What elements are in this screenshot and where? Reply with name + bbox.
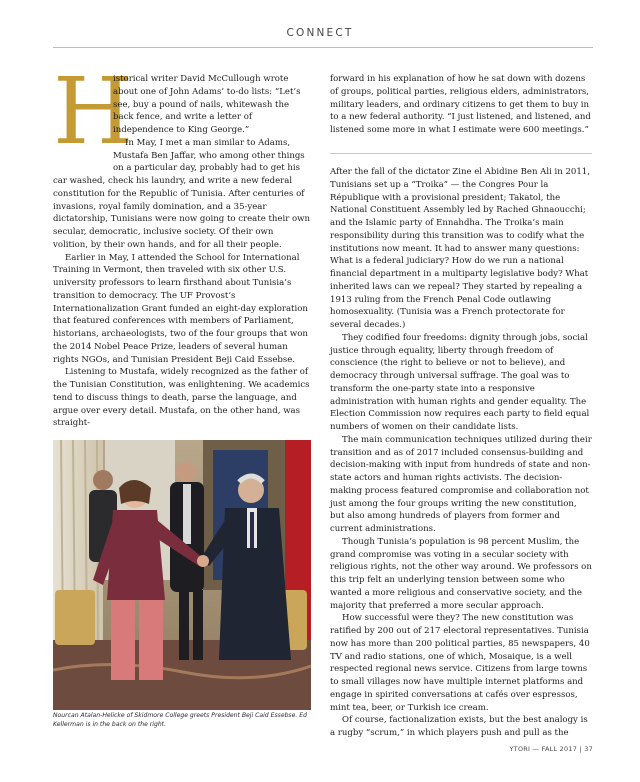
paragraph-1: istorical writer David McCullough wrote about one of John Adams’ to-do lists: “Let’s see, buy a pound of nails, whitewash the back fence, and write a letter of independence to King George.” xyxy=(113,74,301,135)
paragraph-4: Listening to Mustafa, widely recognized as the father of the Tunisian Constitution, was enlightening. We academics tend to discuss things to death, parse the language, and argue over every detail. Mustafa, on the other hand, was straight- xyxy=(53,367,310,429)
drop-cap: H xyxy=(53,58,134,165)
page-footer: YTORI — FALL 2017 | 37 xyxy=(509,745,593,753)
header-rule xyxy=(53,47,593,48)
paragraph-9: How successful were they? The new constitution was ratified by 200 out of 217 electoral representatives. Tunisia now has more than 200 political parties, 85 newspapers, 40 TV and radio stations, one of which, Mosaique, is a well respected regional news service. Citizens from large towns to small villages now have multiple internet platforms and engage in spirited conversations at cafés over espressos, mint tea, beer, or Turkish ice cream. xyxy=(330,613,590,713)
right-column xyxy=(330,166,592,740)
paragraph-2: In May, I met a man similar to Adams, Mustafa Ben Jaffar, who among other things on a particular day, probably had to get his car washed, check his laundry, and write a new federal constitution for the Republic of Tunisia. After centuries of invasions, royal family domination, and a 35-year dictatorship, Tunisians were now going to create their own secular, democratic, inclusive society. Of their own volition, by their own hands, and for all their people. xyxy=(53,137,310,250)
left-column xyxy=(53,58,311,430)
paragraph-6: They codified four freedoms: dignity through jobs, social justice through equality, liberty through freedom of conscience (the right to believe or not to believe), and democracy through universal suffrage. The goal was to transform the one-party state into a responsive administration with human rights and gender equality. The Election Commission now requires each party to field equal numbers of women on their candidate lists. xyxy=(330,332,590,432)
paragraph-3: Earlier in May, I attended the School for International Training in Vermont, then traveled with six other U.S. university professors to learn firsthand about Tunisia’s transition to democracy. The UF Provost’s Internationalization Grant funded an eight-day exploration that featured conferences with members of Parliament, historians, archaeologists, two of the four groups that won the 2014 Nobel Peace Prize, leaders of several human rights NGOs, and Tunisian President Beji Caid Essebse. xyxy=(53,252,308,365)
photo-illustration xyxy=(53,440,311,710)
paragraph-10: Of course, factionalization exists, but the best analogy is a rugby “scrum,” in which players push and pull as the xyxy=(330,715,588,738)
paragraph-7: The main communication techniques utilized during their transition and as of 2017 included consensus-building and decision-making with input from hundreds of state and non-state actors and human rights activists. The decision-making process featured compromise and collaboration not just among the four groups writing the new constitution, but also among hundreds of players from former and current administrations. xyxy=(330,434,592,534)
paragraph-continued: forward in his explanation of how he sat down with dozens of groups, political parties, religious elders, administrators, military leaders, and ordinary citizens to get them to buy in to a new federal authority. “I just listened, and listened, and listened some more in what I estimate were 600 meetings.” xyxy=(330,74,591,135)
section-header: CONNECT xyxy=(286,27,354,39)
column-divider-rule xyxy=(330,153,592,154)
paragraph-8: Though Tunisia’s population is 98 percent Muslim, the grand compromise was voting in a secular society with religious rights, not the other way around. We professors on this trip felt an underlying tension between some who wanted a more religious and conservative society, and the majority that preferred a more secular approach. xyxy=(330,536,592,611)
handshake-photo xyxy=(53,440,311,710)
right-column-top xyxy=(330,73,592,137)
photo-caption: Nourcan Atalan-Helicke of Skidmore College greets President Beji Caid Essebse. Ed Kellerman is in the back on the right. xyxy=(53,712,307,728)
paragraph-5: After the fall of the dictator Zine el Abidine Ben Ali in 2011, Tunisians set up a “Troika” — the Congres Pour la République with a provisional president; Takatol, the National Constituent Assembly led by Rached Ghnaoucchi; and the Islamic party of Ennahdha. The Troika’s main responsibility during this transition was to codify what the institutions now meant. It had to answer many questions: What is a federal judiciary? How do we run a national financial department in a multiparty legislative body? What inherited laws can we repeal? They started by repealing a 1913 ruling from the French Penal Code outlawing homosexuality. (Tunisia was a French protectorate for several decades.) xyxy=(330,167,590,330)
